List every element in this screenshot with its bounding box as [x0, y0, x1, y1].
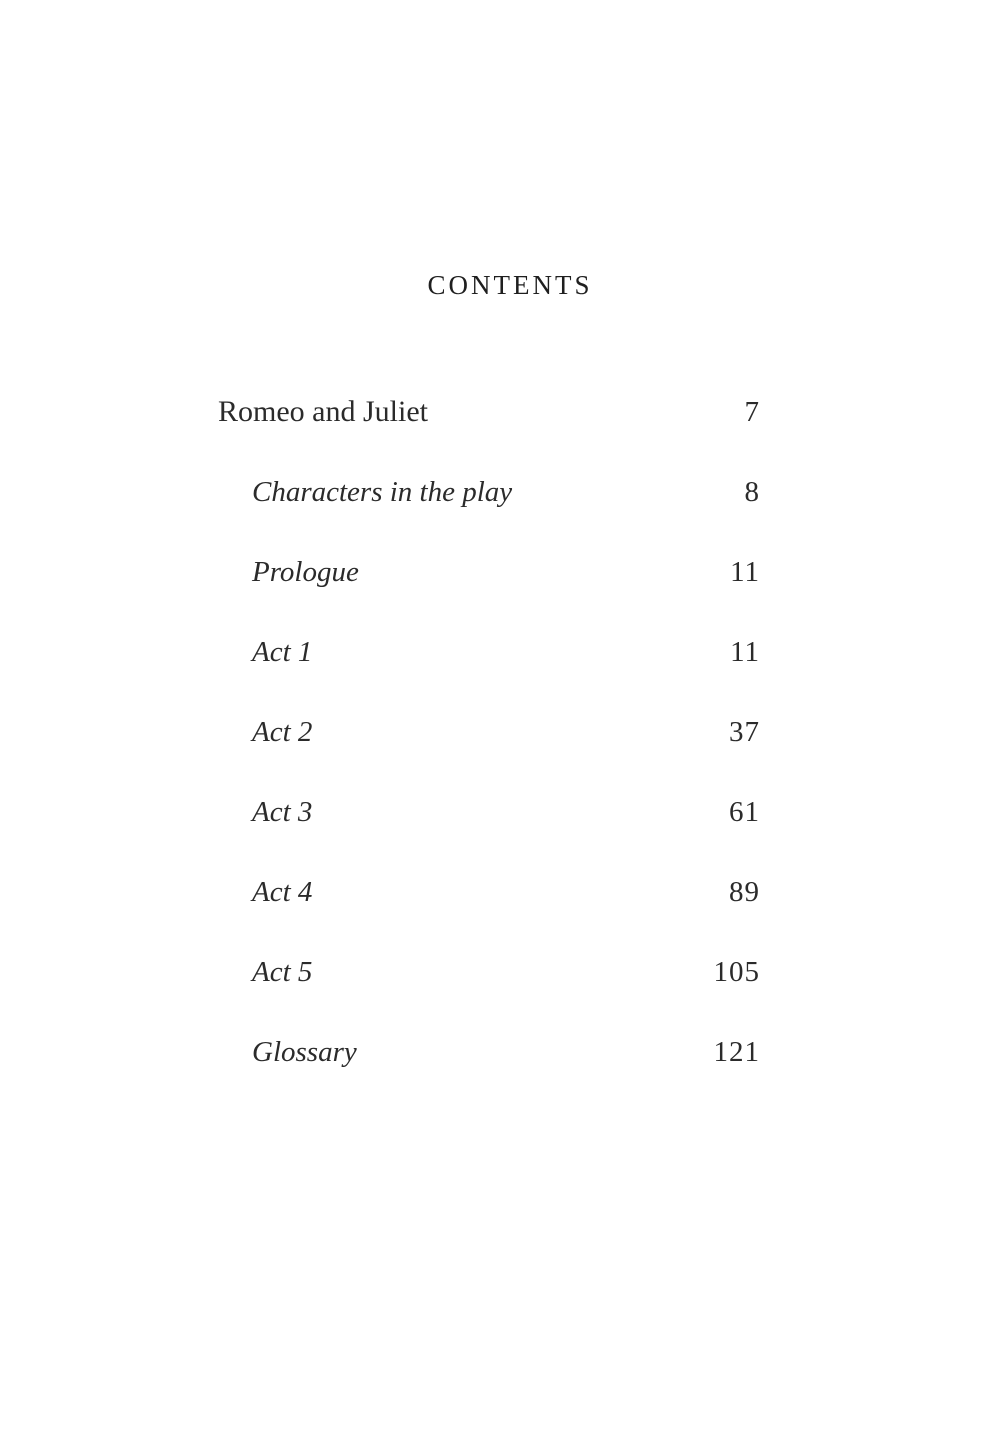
toc-entry-act-3	[218, 792, 760, 872]
toc-entry-glossary	[218, 1032, 760, 1112]
toc-entry-title: Characters in the play	[252, 476, 513, 508]
toc-entry-title: Act 5	[252, 956, 313, 988]
toc-entry-title: Act 3	[252, 796, 313, 828]
toc-entry-title: Act 1	[252, 636, 313, 668]
toc-entry-title: Act 4	[252, 876, 313, 908]
toc-entry-title: Romeo and Juliet	[218, 395, 428, 428]
toc-entry-page-number: 8	[744, 476, 760, 508]
toc-entry-page-number: 11	[730, 556, 760, 588]
toc-entry-page-number: 11	[730, 636, 760, 668]
table-of-contents	[218, 392, 760, 1112]
toc-entry-act-4	[218, 872, 760, 952]
toc-entry-title: Act 2	[252, 716, 313, 748]
toc-entry-page-number: 61	[729, 796, 760, 828]
toc-entry-title: Glossary	[252, 1036, 357, 1068]
toc-entry-page-number: 7	[744, 396, 760, 428]
toc-entry-act-1	[218, 632, 760, 712]
toc-entry-act-2	[218, 712, 760, 792]
toc-entry-prologue	[218, 552, 760, 632]
toc-entry-characters	[218, 472, 760, 552]
toc-entry-page-number: 89	[729, 876, 760, 908]
toc-entry-romeo-and-juliet	[218, 392, 760, 472]
toc-entry-act-5	[218, 952, 760, 1032]
toc-entry-page-number: 105	[713, 956, 760, 988]
toc-entry-page-number: 37	[729, 716, 760, 748]
toc-entry-page-number: 121	[713, 1036, 760, 1068]
toc-entry-title: Prologue	[252, 556, 359, 588]
page-title: CONTENTS	[427, 270, 593, 300]
